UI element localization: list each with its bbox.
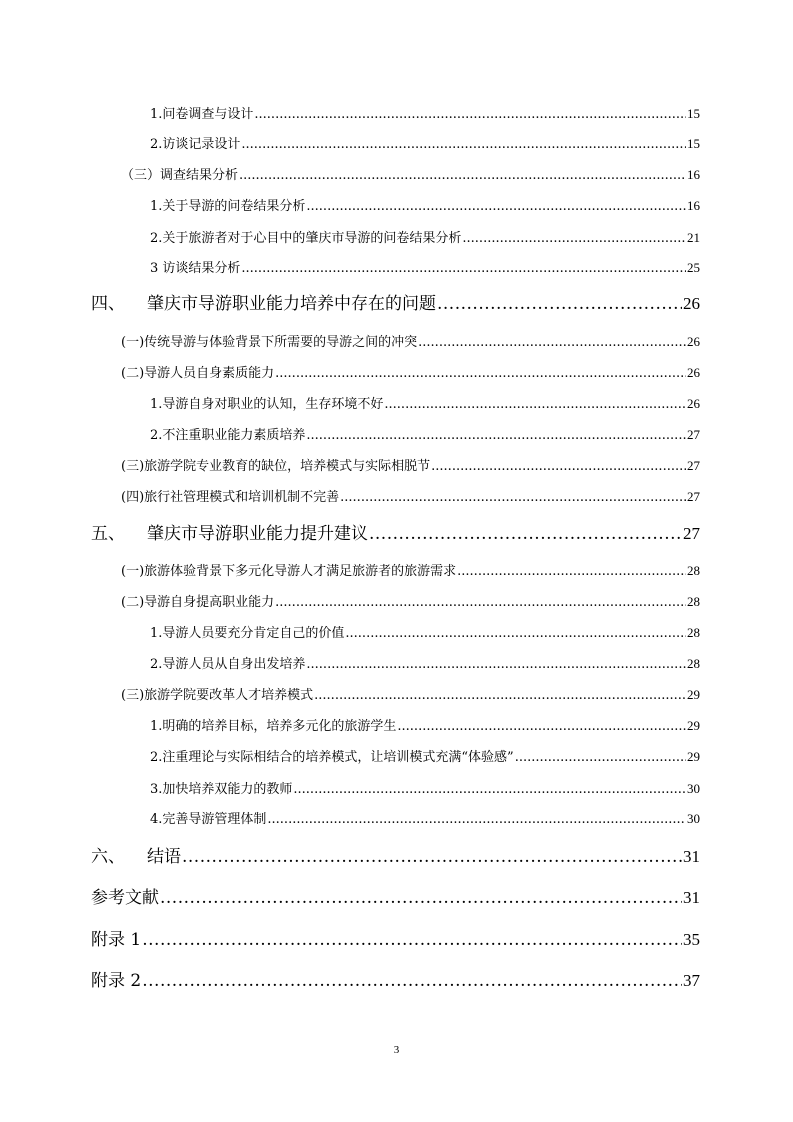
toc-leader-dots: [160, 888, 682, 908]
toc-chapter-number: 五、: [91, 524, 125, 544]
page-number: 3: [393, 1044, 400, 1056]
toc-entry-title: 3.加快培养双能力的教师: [150, 782, 293, 797]
toc-entry-title: 肇庆市导游职业能力培养中存在的问题: [147, 294, 436, 314]
toc-entry[interactable]: [121, 455, 700, 474]
toc-entry-title: 2.不注重职业能力素质培养: [150, 428, 306, 443]
toc-leader-dots: [437, 294, 682, 314]
toc-entry-title: 2.访谈记录设计: [150, 137, 241, 152]
toc-entry-title: (一)传统导游与体验背景下所需要的导游之间的冲突: [121, 335, 418, 350]
toc-entry-page: 21: [687, 230, 700, 245]
toc-leader-dots: [384, 397, 686, 412]
toc-entry-title: (二)导游自身提高职业能力: [121, 595, 275, 610]
toc-entry-page: 15: [687, 136, 700, 151]
toc-entry-page: 15: [687, 106, 700, 121]
toc-leader-dots: [239, 168, 686, 183]
toc-entry-title: （三）调查结果分析: [121, 168, 239, 183]
toc-entry-page: 30: [687, 781, 700, 796]
toc-entry[interactable]: [150, 808, 700, 827]
toc-entry-title: (一)旅游体验背景下多元化导游人才满足旅游者的旅游需求: [121, 564, 457, 579]
toc-entry-page: 26: [683, 294, 700, 313]
toc-entry-page: 29: [687, 687, 700, 702]
toc-entry-page: 28: [687, 625, 700, 640]
toc-entry[interactable]: [150, 424, 700, 443]
toc-leader-dots: [306, 199, 686, 214]
toc-entry[interactable]: [121, 684, 700, 703]
toc-leader-dots: [314, 688, 686, 703]
toc-entry-title: 附录 2: [91, 971, 142, 991]
toc-entry[interactable]: [150, 622, 700, 641]
toc-entry[interactable]: [150, 715, 700, 734]
toc-leader-dots: [306, 428, 686, 443]
toc-entry-page: 27: [687, 427, 700, 442]
toc-entry-page: 37: [683, 971, 700, 990]
toc-entry-page: 28: [687, 594, 700, 609]
toc-entry-page: 31: [683, 847, 700, 866]
toc-leader-dots: [254, 107, 686, 122]
toc-chapter[interactable]: [91, 883, 700, 908]
toc-entry-page: 26: [687, 365, 700, 380]
toc-leader-dots: [142, 971, 682, 991]
toc-leader-dots: [418, 335, 686, 350]
toc-entry-title: (四)旅行社管理模式和培训机制不完善: [121, 490, 340, 505]
toc-leader-dots: [275, 366, 686, 381]
toc-entry-page: 16: [687, 198, 700, 213]
toc-entry-title: (二)导游人员自身素质能力: [121, 366, 275, 381]
toc-leader-dots: [267, 812, 686, 827]
toc-entry[interactable]: [121, 591, 700, 610]
toc-entry-page: 28: [687, 563, 700, 578]
toc-entry-title: 2.导游人员从自身出发培养: [150, 657, 306, 672]
toc-entry-page: 26: [687, 396, 700, 411]
toc-chapter-number: 六、: [91, 847, 125, 867]
toc-leader-dots: [457, 564, 686, 579]
toc-entry-title: (三)旅游学院要改革人才培养模式: [121, 688, 314, 703]
toc-entry-page: 31: [683, 888, 700, 907]
toc-entry-title: 参考文献: [91, 888, 159, 908]
toc-leader-dots: [345, 626, 686, 641]
toc-entry[interactable]: [121, 560, 700, 579]
toc-entry[interactable]: [121, 164, 700, 183]
toc-entry-page: 27: [687, 489, 700, 504]
toc-chapter[interactable]: [91, 289, 700, 314]
toc-leader-dots: [515, 750, 686, 765]
toc-entry-title: 肇庆市导游职业能力提升建议: [147, 524, 368, 544]
toc-entry-title: 1.明确的培养目标，培养多元化的旅游学生: [150, 719, 397, 734]
toc-leader-dots: [293, 782, 686, 797]
toc-chapter[interactable]: [91, 966, 700, 991]
toc-entry-page: 16: [687, 167, 700, 182]
toc-entry[interactable]: [150, 257, 700, 276]
toc-entry-page: 28: [687, 656, 700, 671]
toc-entry-title: 3 访谈结果分析: [150, 261, 241, 276]
toc-leader-dots: [241, 261, 686, 276]
toc-chapter[interactable]: [91, 842, 700, 867]
toc-entry-title: 2.关于旅游者对于心目中的肇庆市导游的问卷结果分析: [150, 231, 462, 246]
toc-leader-dots: [340, 490, 686, 505]
toc-leader-dots: [142, 930, 682, 950]
toc-entry[interactable]: [150, 195, 700, 214]
toc-entry-page: 35: [683, 930, 700, 949]
toc-entry-title: 1.问卷调查与设计: [150, 107, 254, 122]
toc-chapter[interactable]: [91, 519, 700, 544]
toc-entry-title: 4.完善导游管理体制: [150, 812, 267, 827]
toc-entry-page: 27: [683, 524, 700, 543]
toc-entry-title: 1.关于导游的问卷结果分析: [150, 199, 306, 214]
toc-leader-dots: [431, 459, 686, 474]
toc-entry-page: 29: [687, 749, 700, 764]
toc-entry-page: 29: [687, 718, 700, 733]
toc-leader-dots: [369, 524, 682, 544]
toc-entry[interactable]: [150, 778, 700, 797]
toc-entry-page: 25: [687, 260, 700, 275]
toc-entry-page: 30: [687, 811, 700, 826]
toc-entry-page: 26: [687, 334, 700, 349]
toc-leader-dots: [241, 137, 686, 152]
toc-leader-dots: [462, 231, 686, 246]
toc-entry[interactable]: [150, 133, 700, 152]
toc-entry[interactable]: [150, 103, 700, 122]
toc-leader-dots: [182, 847, 682, 867]
toc-entry[interactable]: [150, 227, 700, 246]
toc-entry-title: 1.导游人员要充分肯定自己的价值: [150, 626, 345, 641]
toc-entry[interactable]: [150, 746, 700, 765]
toc-entry-title: 2.注重理论与实际相结合的培养模式，让培训模式充满“体验感”: [150, 750, 514, 765]
toc-chapter[interactable]: [91, 925, 700, 950]
toc-entry-title: 结语: [147, 847, 181, 867]
toc-entry-title: 附录 1: [91, 930, 142, 950]
toc-entry-title: 1.导游自身对职业的认知，生存环境不好: [150, 397, 384, 412]
toc-entry[interactable]: [121, 331, 700, 350]
toc-entry-title: (三)旅游学院专业教育的缺位，培养模式与实际相脱节: [121, 459, 431, 474]
toc-leader-dots: [275, 595, 686, 610]
toc-entry[interactable]: [121, 362, 700, 381]
toc-leader-dots: [397, 719, 686, 734]
toc-chapter-number: 四、: [91, 294, 125, 314]
toc-entry[interactable]: [121, 486, 700, 505]
toc-leader-dots: [306, 657, 686, 672]
toc-entry[interactable]: [150, 653, 700, 672]
toc-entry-page: 27: [687, 458, 700, 473]
toc-entry[interactable]: [150, 393, 700, 412]
